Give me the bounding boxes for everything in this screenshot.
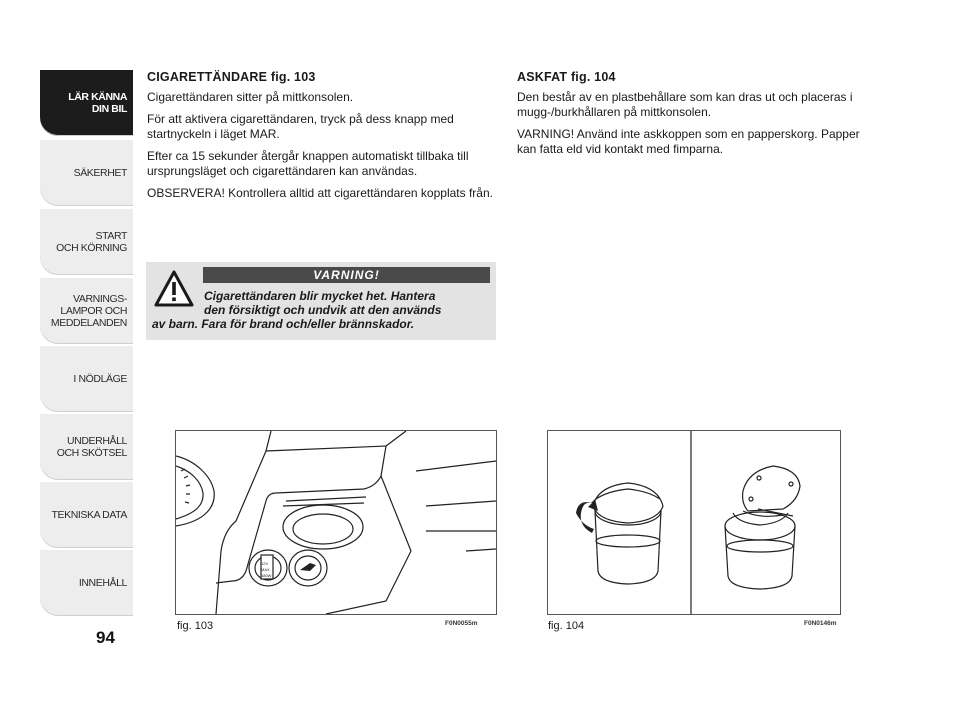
paragraph: VARNING! Använd inte askkoppen som en papperskorg. Papper kan fatta eld vid kontakt med fimparna. [517,127,860,156]
svg-text:MAX: MAX [261,567,270,572]
warning-title: VARNING! [203,267,490,283]
tab-label: INNEHÅLL [78,577,127,589]
figure-caption: fig. 104 [548,620,585,632]
ashtray-illustration [548,431,840,614]
section-heading: ASKFAT fig. 104 [517,70,616,84]
figure-code: F0N0146m [804,620,837,627]
page-number: 94 [96,628,115,647]
tab-label: LÄR KÄNNA DIN BIL [68,91,127,115]
tab-label: SÄKERHET [73,167,127,179]
paragraph: OBSERVERA! Kontrollera alltid att cigarettändaren kopplats från. [147,186,493,200]
tab-label: I NÖDLÄGE [73,373,127,385]
tab-sakerhet[interactable] [40,140,133,206]
paragraph: För att aktivera cigarettändaren, tryck på dess knapp med startnyckeln i läget MAR. [147,112,454,141]
section-heading: CIGARETTÄNDARE fig. 103 [147,70,316,84]
tab-label: VARNINGS- LAMPOR OCH MEDDELANDEN [50,293,127,329]
tab-varningslampor[interactable] [40,278,133,344]
tab-start-och-korning[interactable] [40,209,133,275]
tab-i-nodlage[interactable] [40,346,133,412]
paragraph: Cigarettändaren sitter på mittkonsolen. [147,90,354,104]
warning-line: den försiktigt och undvik att den används [204,303,442,317]
svg-text:180W: 180W [261,573,272,578]
figure-cigarette-lighter [175,430,497,615]
figure-ashtray [547,430,841,615]
cigarette-lighter-section [147,70,497,208]
ashtray-section [517,70,877,164]
warning-box [146,262,496,340]
tab-underhall-och-skotsel[interactable] [40,414,133,480]
figure-code: F0N0055m [445,620,478,627]
figure-caption: fig. 103 [177,620,214,632]
tab-tekniska-data[interactable] [40,482,133,548]
tab-innehall[interactable] [40,550,133,616]
tab-lar-kanna-din-bil[interactable] [40,70,133,136]
warning-text [152,289,488,331]
paragraph: Den består av en plastbehållare som kan dras ut och placeras i mugg-/burkhållaren på mittkonsolen. [517,90,853,119]
warning-line: av barn. Fara för brand och/eller brännskador. [152,317,415,331]
tab-label: UNDERHÅLL OCH SKÖTSEL [56,435,127,459]
tab-label: TEKNISKA DATA [51,509,127,521]
cigarette-lighter-illustration [176,431,496,614]
svg-text:12V: 12V [261,561,269,566]
warning-line: Cigarettändaren blir mycket het. Hantera [204,289,436,303]
tab-label: START OCH KÖRNING [56,230,127,254]
paragraph: Efter ca 15 sekunder återgår knappen automatiskt tillbaka till ursprungsläget och cigarettändaren kan användas. [147,149,469,178]
